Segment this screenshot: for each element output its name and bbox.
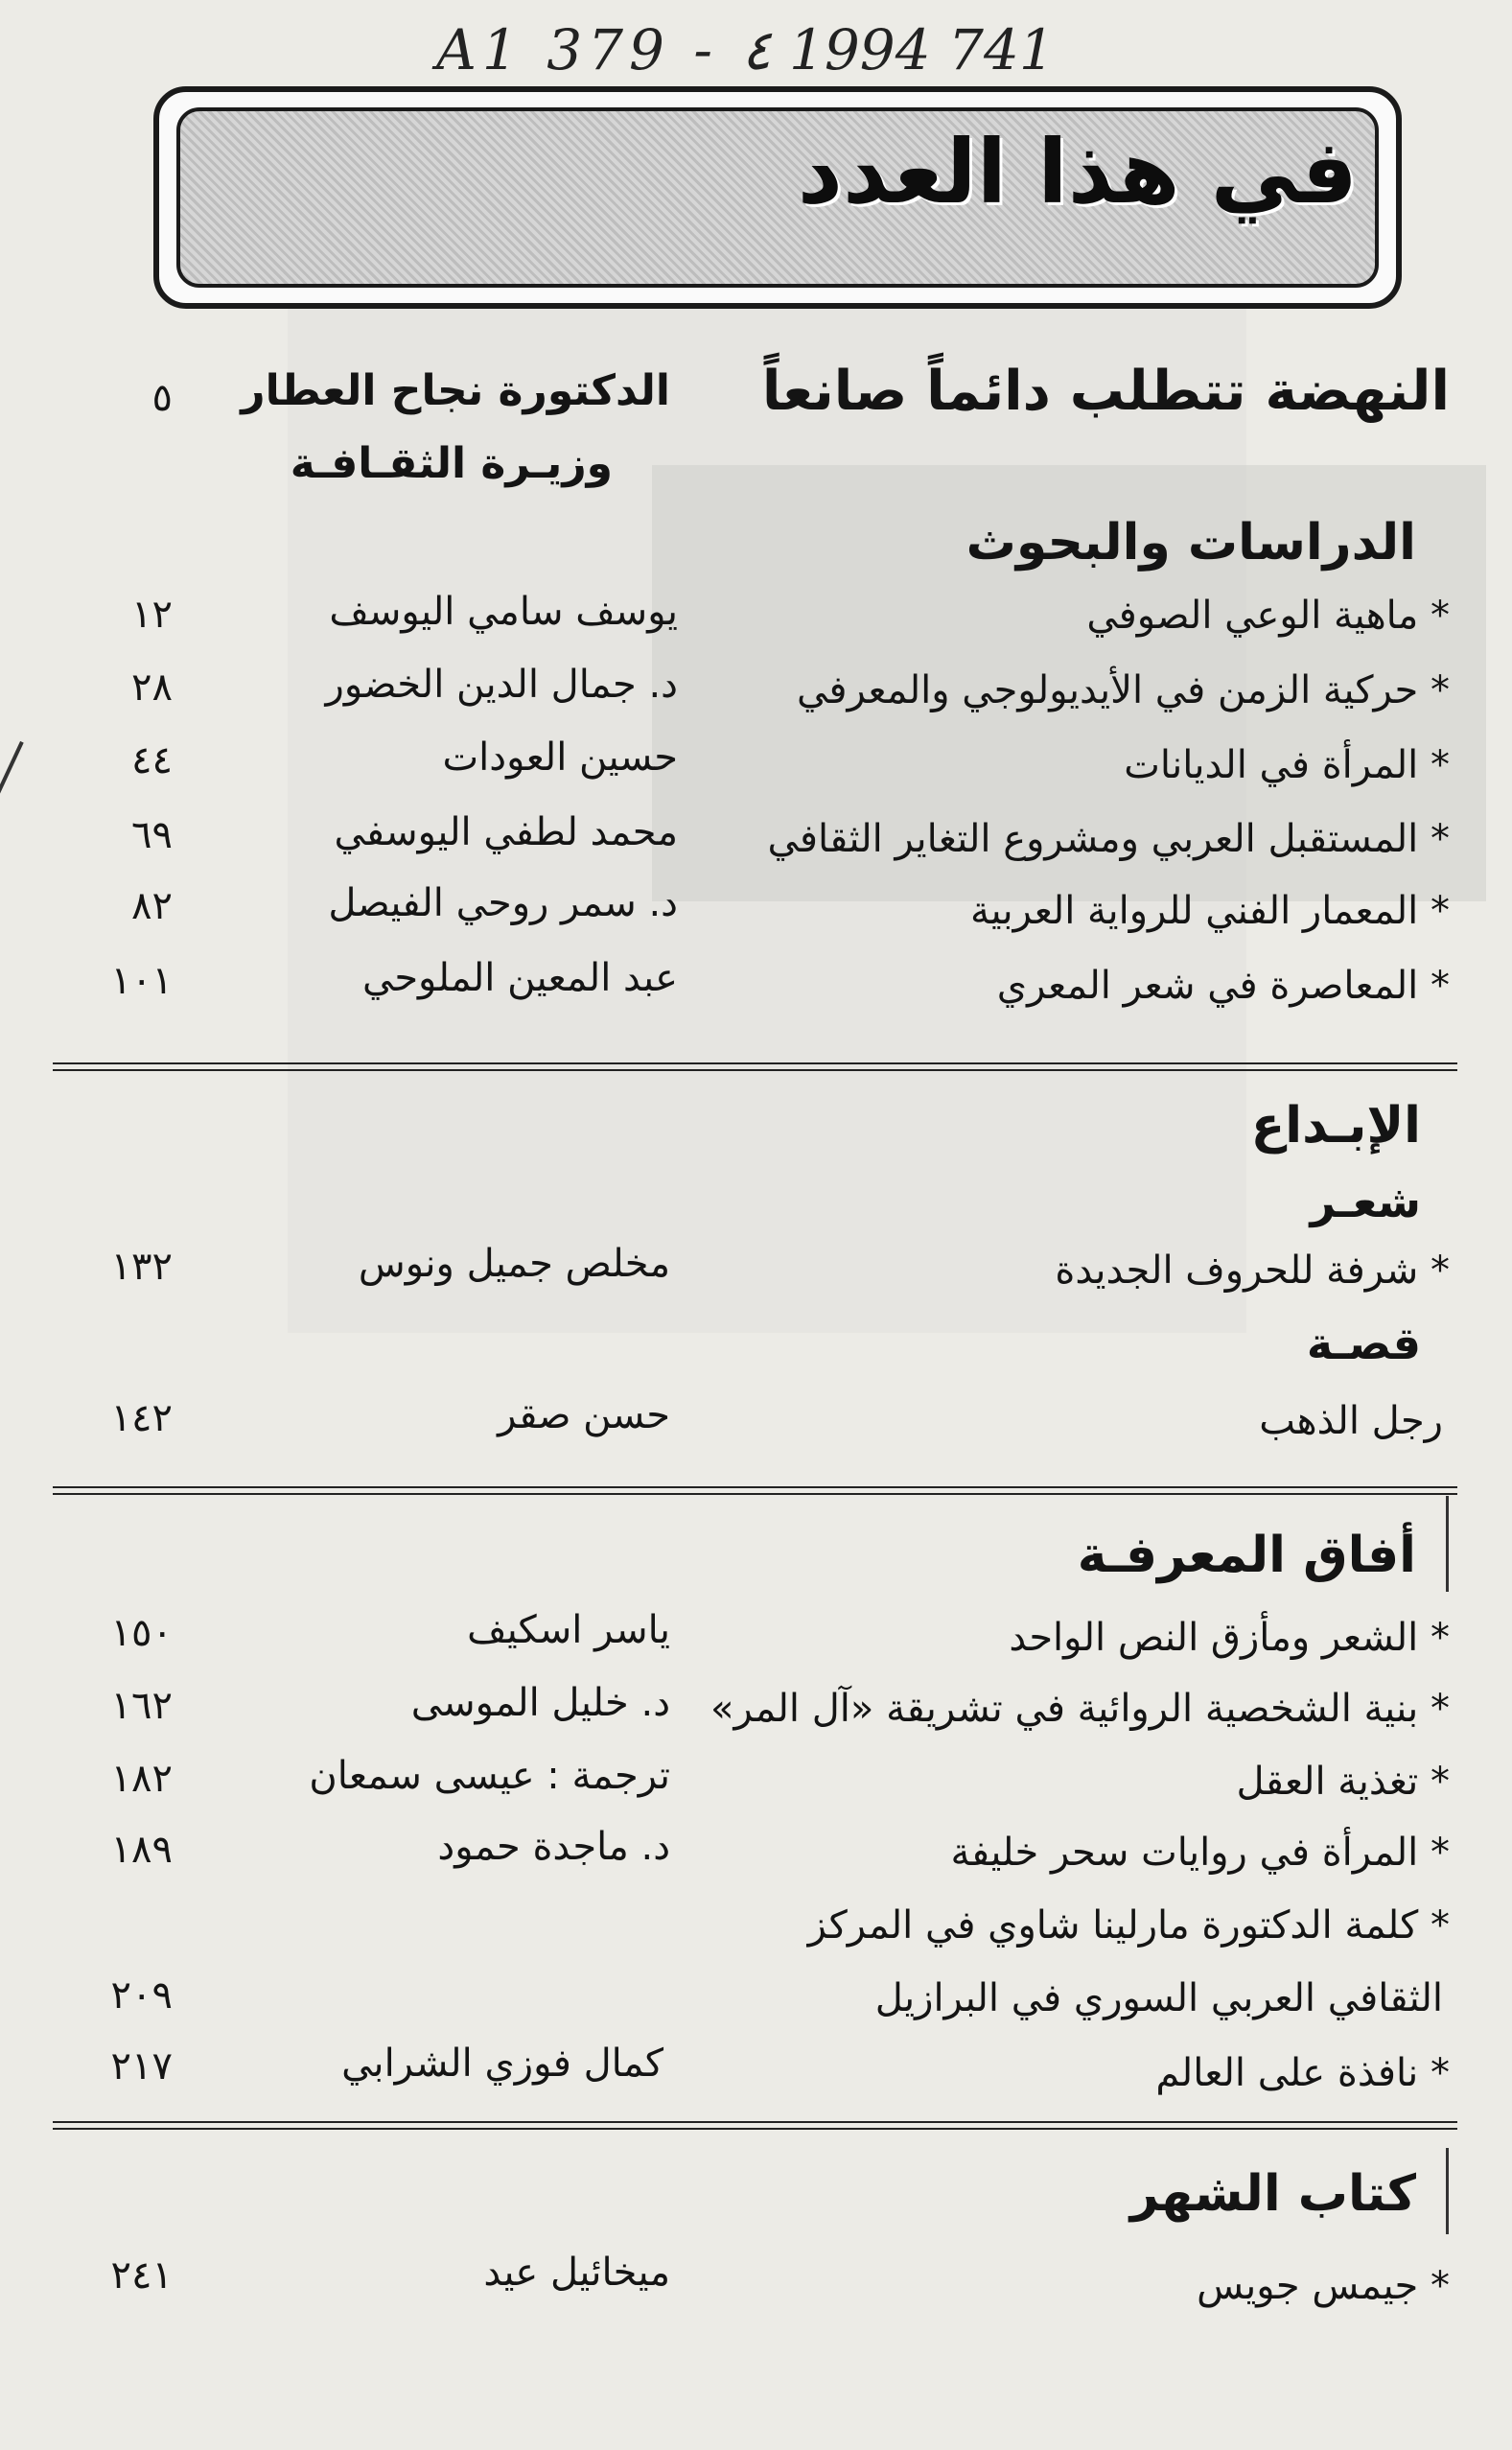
lead-author-role: وزيـرة الثقـافـة — [290, 439, 613, 488]
list-item-title-continued: الثقافي العربي السوري في البرازيل — [874, 1976, 1443, 2020]
list-item-title: * المعاصرة في شعر المعري — [996, 964, 1450, 1008]
bullet: * — [1431, 1687, 1450, 1731]
section-heading-creativity: الإبـداع — [1250, 1097, 1421, 1155]
list-item-title: * ماهية الوعي الصوفي — [1086, 594, 1450, 638]
list-item-page: ٢١٧ — [110, 2044, 173, 2088]
bullet: * — [1431, 594, 1450, 638]
bullet: * — [1431, 889, 1450, 933]
list-item-title: * شرفة للحروف الجديدة — [1055, 1248, 1450, 1293]
list-item-title: * المستقبل العربي ومشروع التغاير الثقافي — [767, 817, 1450, 861]
list-item-title: * المرأة في الديانات — [1124, 743, 1450, 787]
list-item-page: ٢٨ — [131, 665, 173, 710]
list-item-page: ١٨٢ — [110, 1757, 173, 1801]
list-item-page: ٨٢ — [131, 884, 173, 928]
lead-author: الدكتورة نجاح العطار — [241, 366, 670, 415]
list-item-page: ١٨٩ — [110, 1828, 173, 1872]
bullet: * — [1431, 1248, 1450, 1293]
header-banner — [153, 86, 1402, 309]
list-item-author: ترجمة : عيسى سمعان — [309, 1754, 670, 1798]
list-item-title: * نافذة على العالم — [1155, 2051, 1450, 2095]
list-item-title: * المعمار الفني للرواية العربية — [970, 889, 1450, 933]
list-item-author: عبد المعين الملوحي — [361, 956, 678, 1000]
pen-mark — [0, 741, 24, 812]
list-item-author: يوسف سامي اليوسف — [329, 590, 678, 634]
section-divider — [53, 1062, 1457, 1071]
section-divider — [53, 2121, 1457, 2130]
list-item-page: ١٤٢ — [110, 1396, 173, 1440]
list-item-title: * كلمة الدكتورة مارلينا شاوي في المركز — [807, 1903, 1450, 1948]
handwritten-archive-note: A1 379 - ٤ 1994 741 — [436, 17, 1055, 82]
bullet: * — [1431, 2051, 1450, 2095]
list-item-page: ١٢ — [131, 593, 173, 637]
list-item-page: ١٠١ — [110, 959, 173, 1003]
list-item-title: * بنية الشخصية الروائية في تشريقة «آل المر» — [710, 1687, 1450, 1731]
bullet: * — [1431, 1831, 1450, 1875]
page-title: في هذا العدد — [797, 121, 1358, 223]
list-item-author: كمال فوزي الشرابي — [341, 2042, 663, 2086]
section-heading-book: كتاب الشهر — [1129, 2165, 1416, 2223]
subheading-story: قصـة — [1306, 1318, 1421, 1369]
section-heading-horizons: أفاق المعرفـة — [1077, 1527, 1416, 1584]
list-item-author: حسن صقر — [498, 1393, 670, 1437]
list-item-page: ١٦٢ — [110, 1684, 173, 1728]
lead-page: ٥ — [151, 376, 173, 420]
list-item-author: د. خليل الموسى — [410, 1681, 670, 1725]
heading-side-bar — [1446, 1496, 1449, 1592]
list-item-page: ٦٩ — [131, 813, 173, 857]
list-item-title: * الشعر ومأزق النص الواحد — [1009, 1616, 1450, 1660]
list-item-author: حسين العودات — [442, 735, 678, 780]
section-heading-studies: الدراسات والبحوث — [965, 514, 1416, 572]
list-item-page: ٢٠٩ — [110, 1973, 173, 2018]
heading-side-bar — [1446, 2148, 1449, 2234]
section-divider — [53, 1486, 1457, 1495]
list-item-page: ٤٤ — [131, 738, 173, 782]
list-item-title: * جيمس جويس — [1197, 2264, 1450, 2308]
list-item-title: * تغذية العقل — [1236, 1760, 1450, 1804]
bullet: * — [1431, 1903, 1450, 1948]
list-item-title: رجل الذهب — [1259, 1399, 1443, 1443]
bullet: * — [1431, 964, 1450, 1008]
bullet: * — [1431, 743, 1450, 787]
bullet: * — [1431, 668, 1450, 712]
list-item-author: محمد لطفي اليوسفي — [334, 810, 678, 854]
bullet: * — [1431, 1616, 1450, 1660]
list-item-page: ١٥٠ — [110, 1611, 173, 1655]
list-item-page: ٢٤١ — [110, 2253, 173, 2298]
list-item-author: د. ماجدة حمود — [437, 1825, 670, 1869]
list-item-author: مخلص جميل ونوس — [358, 1242, 670, 1286]
bullet: * — [1431, 817, 1450, 861]
list-item-title: * حركية الزمن في الأيديولوجي والمعرفي — [797, 668, 1450, 712]
list-item-author: د. جمال الدين الخضور — [325, 663, 678, 707]
list-item-title: * المرأة في روايات سحر خليفة — [950, 1831, 1450, 1875]
list-item-author: د. سمر روحي الفيصل — [328, 881, 678, 925]
list-item-author: ميخائيل عيد — [483, 2251, 670, 2295]
lead-title: النهضة تتطلب دائماً صانعاً — [761, 360, 1450, 423]
bullet: * — [1431, 1760, 1450, 1804]
list-item-author: ياسر اسكيف — [467, 1608, 670, 1652]
bullet: * — [1431, 2264, 1450, 2308]
subheading-poetry: شعـر — [1310, 1176, 1421, 1227]
list-item-page: ١٣٢ — [110, 1245, 173, 1289]
